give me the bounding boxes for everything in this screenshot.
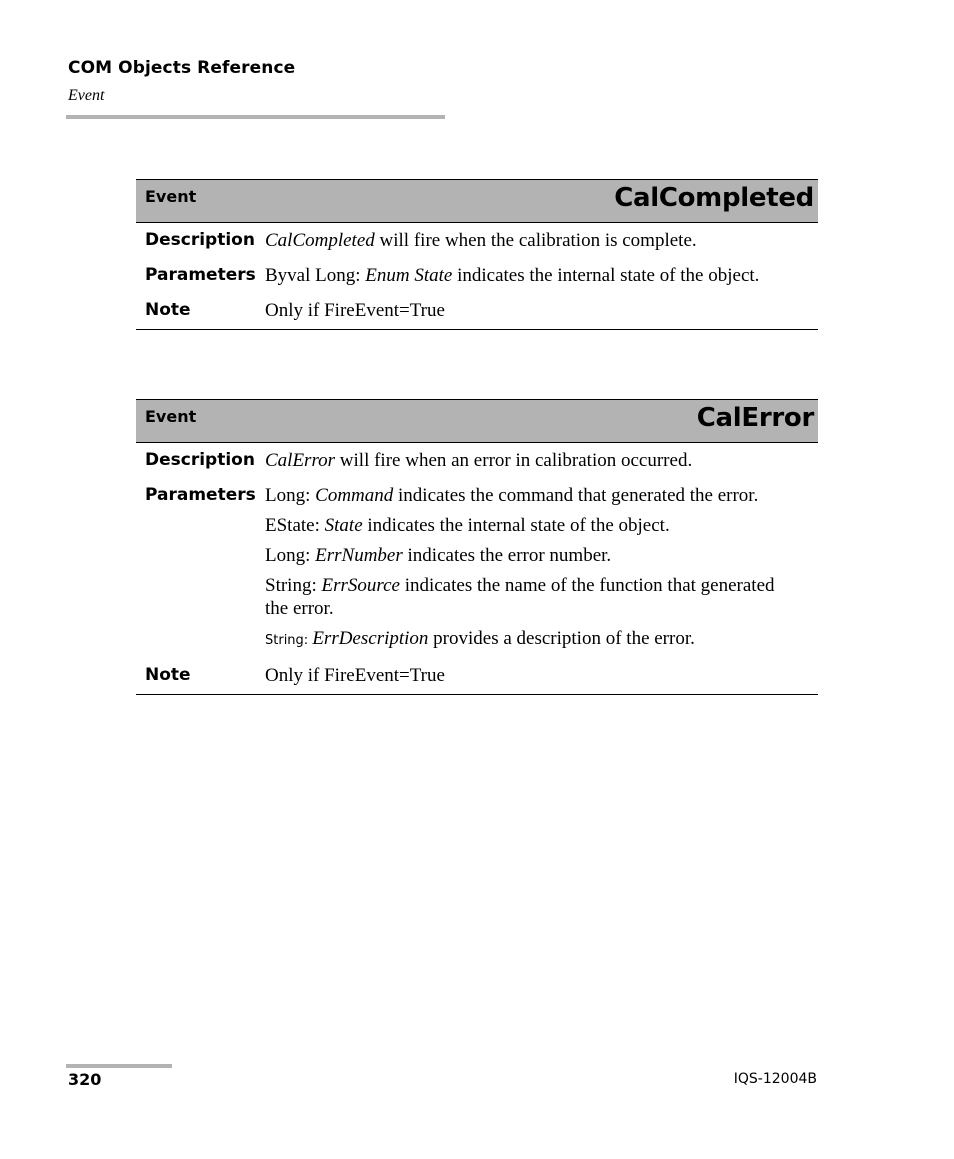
description-label: Description xyxy=(145,450,255,470)
event-label: Event xyxy=(145,407,197,426)
parameter-desc: indicates the internal state of the object. xyxy=(362,515,670,536)
description-italic: CalCompleted xyxy=(265,230,375,251)
parameter-item xyxy=(265,514,798,537)
note-text: Only if FireEvent=True xyxy=(265,665,445,686)
description-row xyxy=(136,449,818,472)
parameter-desc: indicates the error number. xyxy=(402,545,612,566)
event-header xyxy=(136,179,818,223)
description-label: Description xyxy=(145,230,255,250)
parameter-item xyxy=(265,627,798,652)
parameter-prefix: EState: xyxy=(265,515,325,536)
section-title: COM Objects Reference xyxy=(68,58,296,78)
parameter-desc: indicates the internal state of the object. xyxy=(452,265,760,286)
parameter-name: Enum State xyxy=(365,265,453,286)
parameter-prefix: String: xyxy=(265,575,322,596)
parameter-prefix: Long: xyxy=(265,485,316,506)
page-number: 320 xyxy=(68,1070,102,1089)
document-code: IQS-12004B xyxy=(733,1071,817,1087)
description-text xyxy=(265,229,798,252)
note-label: Note xyxy=(145,300,191,320)
parameter-name: State xyxy=(324,515,363,536)
description-text xyxy=(265,449,798,472)
parameter-desc: provides a description of the error. xyxy=(428,628,695,649)
description-body: will fire when the calibration is complete. xyxy=(374,230,697,251)
description-row xyxy=(136,229,818,252)
note-row xyxy=(136,664,818,687)
event-header xyxy=(136,399,818,443)
parameters-label: Parameters xyxy=(145,485,256,505)
parameter-item xyxy=(265,574,798,620)
parameter-desc: indicates the command that generated the error. xyxy=(393,485,759,506)
parameter-name: ErrDescription xyxy=(312,628,429,649)
parameters-row xyxy=(136,264,818,287)
note-text: Only if FireEvent=True xyxy=(265,300,445,321)
parameters-row xyxy=(136,484,818,652)
parameter-desc: indicates the name of the function that generated the error. xyxy=(265,575,775,619)
parameter-prefix: Byval Long: xyxy=(265,265,366,286)
description-body: will fire when an error in calibration occurred. xyxy=(335,450,693,471)
parameter-prefix: String: xyxy=(265,633,313,648)
parameters-label: Parameters xyxy=(145,265,256,285)
parameter-prefix: Long: xyxy=(265,545,316,566)
parameter-name: Command xyxy=(315,485,394,506)
description-italic: CalError xyxy=(265,450,336,471)
parameter-item xyxy=(265,484,798,507)
parameter-item xyxy=(265,264,798,287)
parameter-item xyxy=(265,544,798,567)
parameter-name: ErrNumber xyxy=(315,545,403,566)
event-body xyxy=(136,443,818,695)
section-subtitle: Event xyxy=(68,87,105,104)
note-label: Note xyxy=(145,665,191,685)
event-table-calerror xyxy=(136,399,818,695)
header-divider xyxy=(66,115,445,119)
event-name: CalCompleted xyxy=(614,183,814,213)
event-table-calcompleted xyxy=(136,179,818,330)
event-body xyxy=(136,223,818,330)
event-name: CalError xyxy=(696,403,814,433)
footer-divider xyxy=(66,1064,172,1068)
event-label: Event xyxy=(145,187,197,206)
parameter-name: ErrSource xyxy=(321,575,400,596)
note-row xyxy=(136,299,818,322)
